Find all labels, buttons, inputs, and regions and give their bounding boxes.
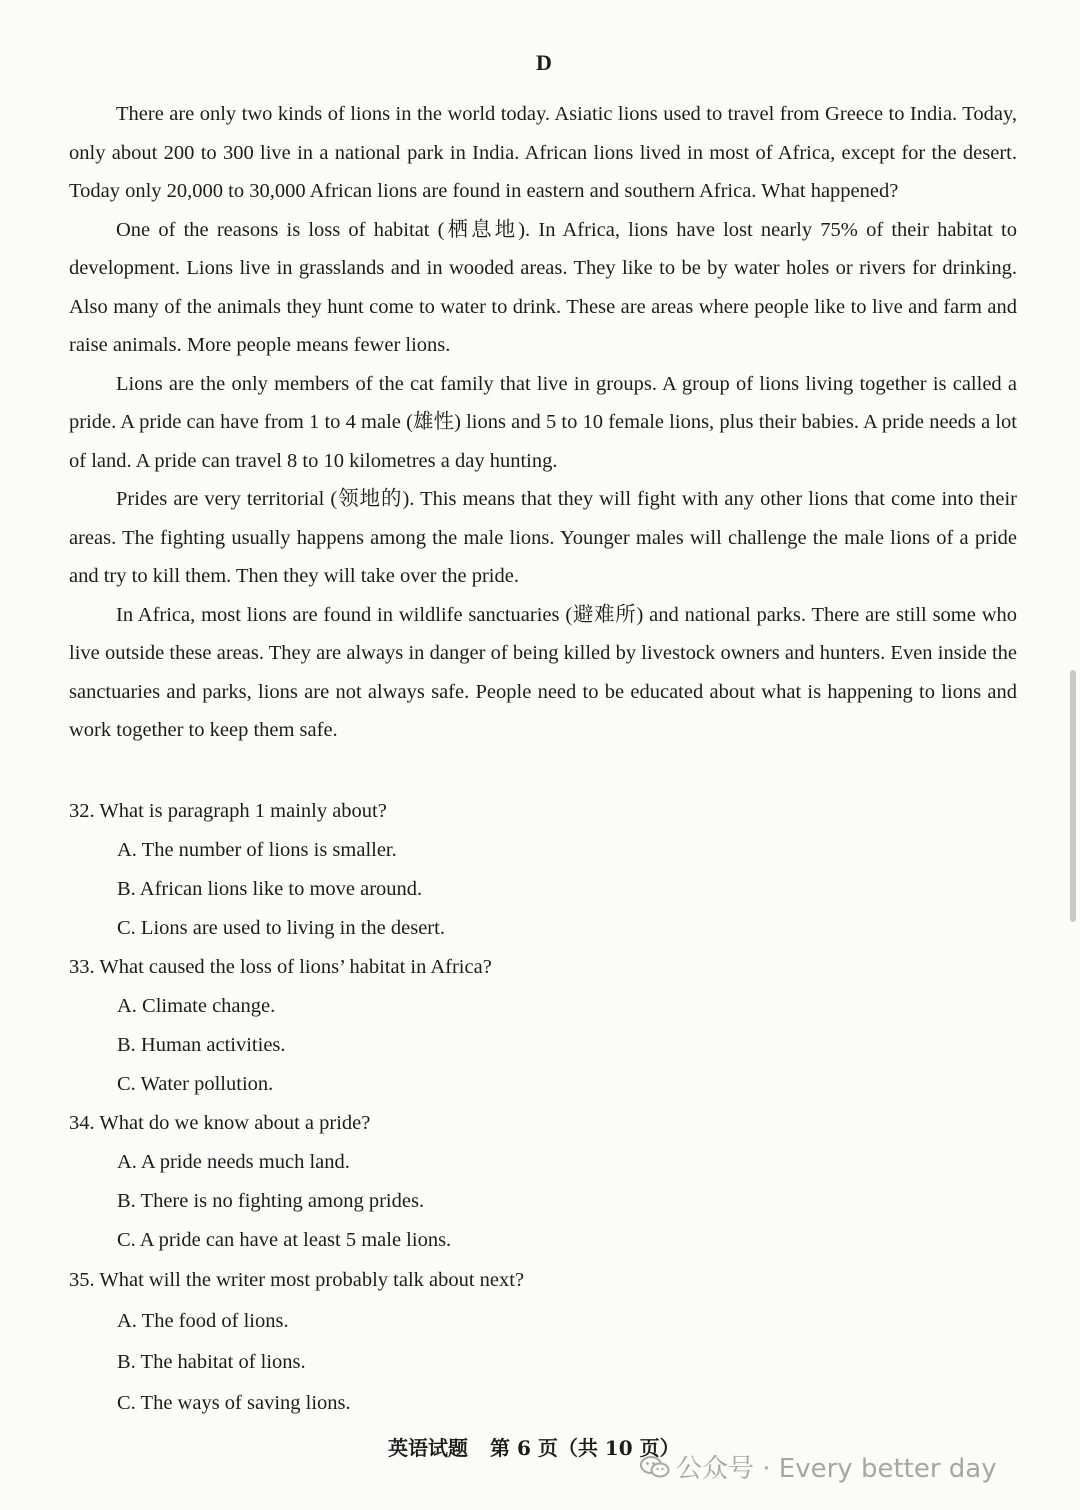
- option-a: A. Climate change.: [117, 995, 276, 1017]
- question-33: [69, 948, 1017, 1104]
- option-b: B. African lions like to move around.: [117, 878, 423, 900]
- option-a: A. The number of lions is smaller.: [117, 839, 397, 861]
- footer-page-number: 第 6 页（共 10 页）: [490, 1436, 680, 1460]
- watermark-text: 公众号 · Every better day: [676, 1454, 997, 1484]
- passage-paragraph-5: In Africa, most lions are found in wildlife sanctuaries (避难所) and national parks. There are still some who live outside these areas. They are always in danger of being killed by livestock owners and hunters. Even inside the sanctuaries and parks, lions are not always safe. People need to be educated about what is happening to lions and work together to keep them safe.: [69, 603, 1017, 741]
- passage-paragraph-3: Lions are the only members of the cat family that live in groups. A group of lions living together is called a pride. A pride can have from 1 to 4 male (雄性) lions and 5 to 10 female lions, plus their babies. A pride needs a lot of land. A pride can travel 8 to 10 kilometres a day hunting.: [69, 372, 1017, 472]
- question-stem: 35. What will the writer most probably talk about next?: [69, 1269, 525, 1291]
- option-a: A. The food of lions.: [117, 1310, 289, 1332]
- question-stem: 33. What caused the loss of lions’ habitat in Africa?: [69, 956, 492, 978]
- watermark: [640, 1448, 997, 1485]
- section-label: D: [536, 50, 552, 75]
- wechat-icon: [640, 1455, 670, 1479]
- question-35: [69, 1260, 1017, 1424]
- option-c: C. The ways of saving lions.: [117, 1392, 351, 1414]
- question-34: [69, 1104, 1017, 1260]
- option-b: B. Human activities.: [117, 1034, 286, 1056]
- scrollbar-thumb[interactable]: [1070, 670, 1076, 922]
- option-b: B. The habitat of lions.: [117, 1351, 306, 1373]
- question-stem: 34. What do we know about a pride?: [69, 1112, 371, 1134]
- option-a: A. A pride needs much land.: [117, 1151, 350, 1173]
- passage-paragraph-1: There are only two kinds of lions in the world today. Asiatic lions used to travel from Greece to India. Today, only about 200 to 300 live in a national park in India. African lions lived in most of Africa, except for the desert. Today only 20,000 to 30,000 African lions are found in eastern and southern Africa. What happened?: [69, 103, 1017, 202]
- reading-passage: [69, 95, 1017, 750]
- passage-paragraph-4: Prides are very territorial (领地的). This means that they will fight with any other lions that come into their areas. The fighting usually happens among the male lions. Younger males will challenge the male lions of a pride and try to kill them. Then they will take over the pride.: [69, 488, 1017, 587]
- footer-subject: 英语试题: [388, 1436, 468, 1460]
- question-stem: 32. What is paragraph 1 mainly about?: [69, 800, 387, 822]
- option-b: B. There is no fighting among prides.: [117, 1190, 425, 1212]
- question-list: [69, 792, 1017, 1424]
- option-c: C. Water pollution.: [117, 1073, 274, 1095]
- passage-paragraph-2: One of the reasons is loss of habitat (栖息地). In Africa, lions have lost nearly 75% of their habitat to development. Lions live in grasslands and in wooded areas. They like to be by water holes or rivers for drinking. Also many of the animals they hunt come to water to drink. These are areas where people like to live and farm and raise animals. More people means fewer lions.: [69, 218, 1017, 356]
- option-c: C. Lions are used to living in the desert.: [117, 917, 445, 939]
- question-32: [69, 792, 1017, 948]
- option-c: C. A pride can have at least 5 male lions.: [117, 1229, 452, 1251]
